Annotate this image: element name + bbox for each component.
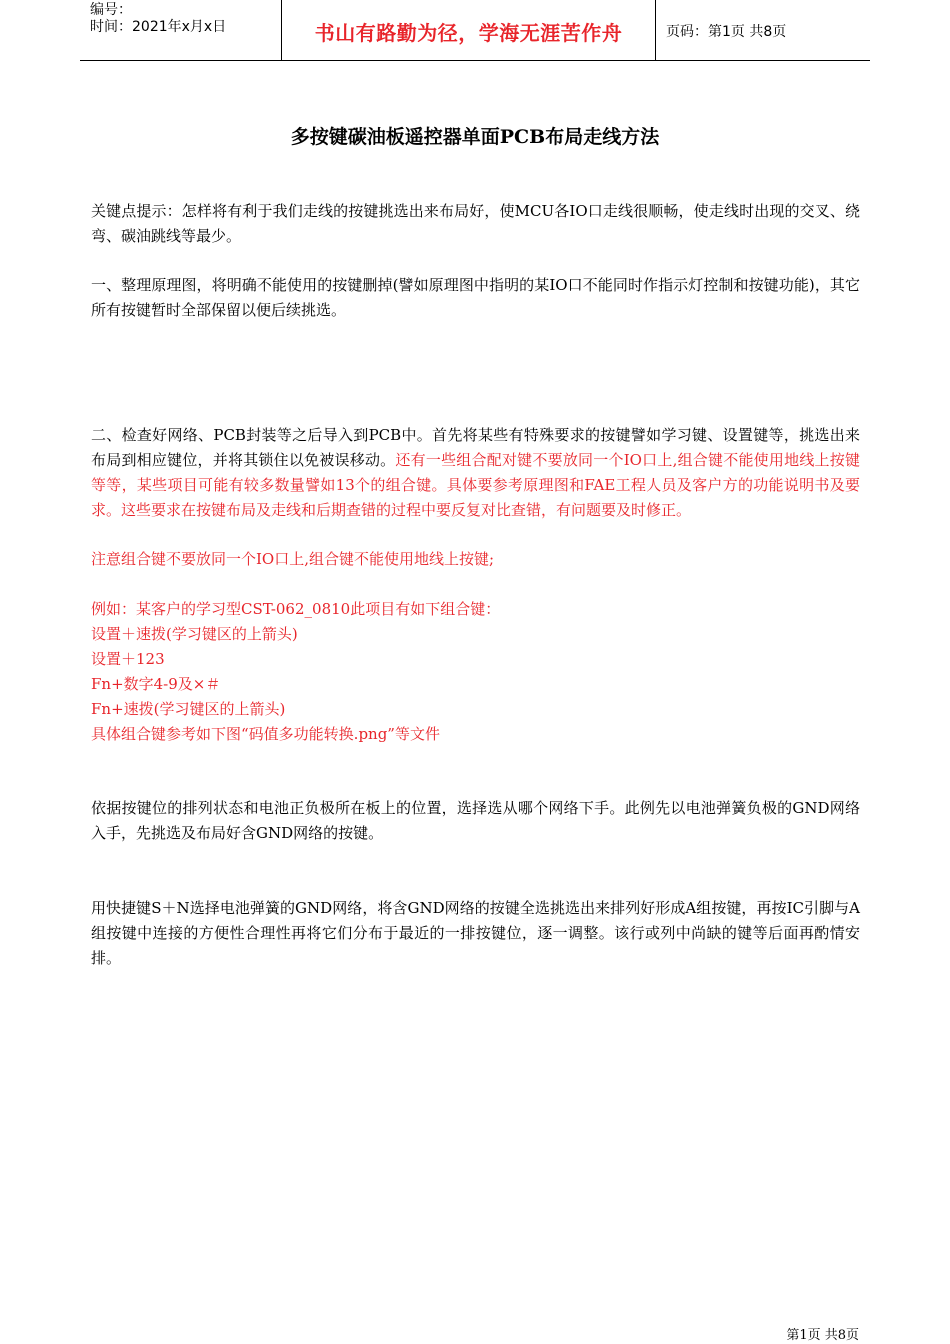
header-center-cell bbox=[282, 0, 656, 60]
example-line: Fn+数字4-9及×＃ bbox=[91, 675, 221, 693]
step-two-text: 二、检查好网络、PCB封装等之后导入到PCB中。首先将某些有特殊要求的按键譬如学习键、设置键等，挑选出来布局到相应键位，并将其锁住以免被误移动。 bbox=[91, 426, 860, 469]
key-points-paragraph: 关键点提示：怎样将有利于我们走线的按键挑选出来布局好，使MCU各IO口走线很顺畅，使走线时出现的交叉、绕弯、碳油跳线等最少。 bbox=[91, 202, 860, 245]
step-two-requirements: 还有一些组合配对键不要放同一个IO口上,组合键不能使用地线上按键等等，某些项目可能有较多数量譬如13个的组合键。具体要参考原理图和FAE工程人员及客户方的功能说明书及要求。这些要求在按键布局及走线和后期查错的过程中要反复对比查错，有问题要及时修正。 bbox=[91, 451, 860, 519]
step-one-paragraph: 一、整理原理图，将明确不能使用的按键删掉(譬如原理图中指明的某IO口不能同时作指示灯控制和按键功能)，其它所有按键暂时全部保留以便后续挑选。 bbox=[91, 276, 860, 319]
note-paragraph: 注意组合键不要放同一个IO口上,组合键不能使用地线上按键; bbox=[91, 550, 495, 568]
example-line: 设置＋123 bbox=[91, 650, 165, 668]
example-block bbox=[91, 597, 860, 747]
example-line: Fn+速拨(学习键区的上箭头) bbox=[91, 700, 286, 718]
header-motto: 书山有路勤为径，学海无涯苦作舟 bbox=[314, 21, 623, 45]
doc-number-label: 编号： bbox=[90, 2, 132, 18]
time-label: 时间：2021年x月x日 bbox=[90, 19, 227, 35]
gnd-intro-paragraph: 依据按键位的排列状态和电池正负极所在板上的位置，选择选从哪个网络下手。此例先以电池弹簧负极的GND网络入手，先挑选及布局好含GND网络的按键。 bbox=[91, 799, 860, 842]
page-footer: 第1页 共8页 bbox=[786, 1328, 859, 1343]
document-title: 多按键碳油板遥控器单面PCB布局走线方法 bbox=[290, 126, 660, 148]
step-two-paragraph bbox=[91, 423, 860, 523]
shortcut-paragraph: 用快捷键S＋N选择电池弹簧的GND网络，将含GND网络的按键全选挑选出来排列好形成A组按键，再按IC引脚与A组按键中连接的方便性合理性再将它们分布于最近的一排按键位，逐一调整。该行或列中尚缺的键等后面再酌情安排。 bbox=[91, 899, 860, 967]
header-right-cell bbox=[656, 0, 870, 60]
header-left-cell bbox=[80, 0, 282, 60]
example-intro: 例如：某客户的学习型CST-062_0810此项目有如下组合键： bbox=[91, 600, 501, 618]
example-line: 设置＋速拨(学习键区的上箭头) bbox=[91, 625, 298, 643]
header-page-info: 页码：第1页 共8页 bbox=[666, 24, 787, 40]
example-line: 具体组合键参考如下图“码值多功能转换.png”等文件 bbox=[91, 725, 440, 743]
page-header bbox=[80, 0, 870, 61]
